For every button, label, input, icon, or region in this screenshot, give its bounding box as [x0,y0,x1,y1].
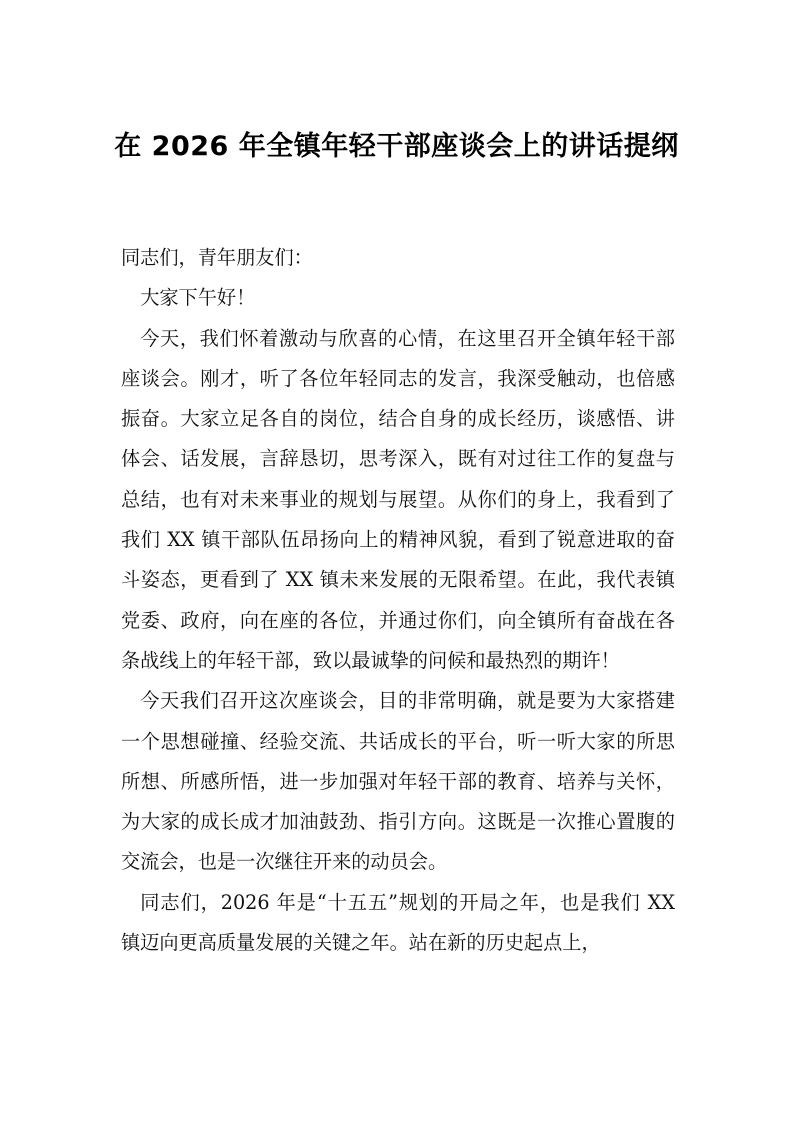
paragraph-greeting: 大家下午好！ [140,286,256,310]
document-title: 在 2026 年全镇年轻干部座谈会上的讲话提纲 [114,131,679,162]
paragraph-purpose: 今天我们召开这次座谈会，目的非常明确，就是要为大家搭建一个思想碰撞、经验交流、共话成长的平台，听一听大家的所思所想、所感所悟，进一步加强对年轻干部的教育、培养与关怀，为大家的成长成才加油鼓劲、指引方向。这既是一次推心置腹的交流会，也是一次继往开来的动员会。 [121,689,675,874]
document-body [121,238,675,963]
paragraph-context: 同志们，2026 年是“十五五”规划的开局之年，也是我们 XX 镇迈向更高质量发展的关键之年。站在新的历史起点上， [121,890,675,955]
salutation: 同志们，青年朋友们： [121,246,313,269]
paragraph-opening: 今天，我们怀着激动与欣喜的心情，在这里召开全镇年轻干部座谈会。刚才，听了各位年轻同志的发言，我深受触动，也倍感振奋。大家立足各自的岗位，结合自身的成长经历，谈感悟、讲体会、话发展，言辞恳切，思考深入，既有对过往工作的复盘与总结，也有对未来事业的规划与展望。从你们的身上，我看到了我们 XX 镇干部队伍昂扬向上的精神风貌，看到了锐意进取的奋斗姿态，更看到了 XX 镇未来发展的无限希望。在此，我代表镇党委、政府，向在座的各位，并通过你们，向全镇所有奋战在各条战线上的年轻干部，致以最诚挚的问候和最热烈的期许！ [121,326,675,672]
